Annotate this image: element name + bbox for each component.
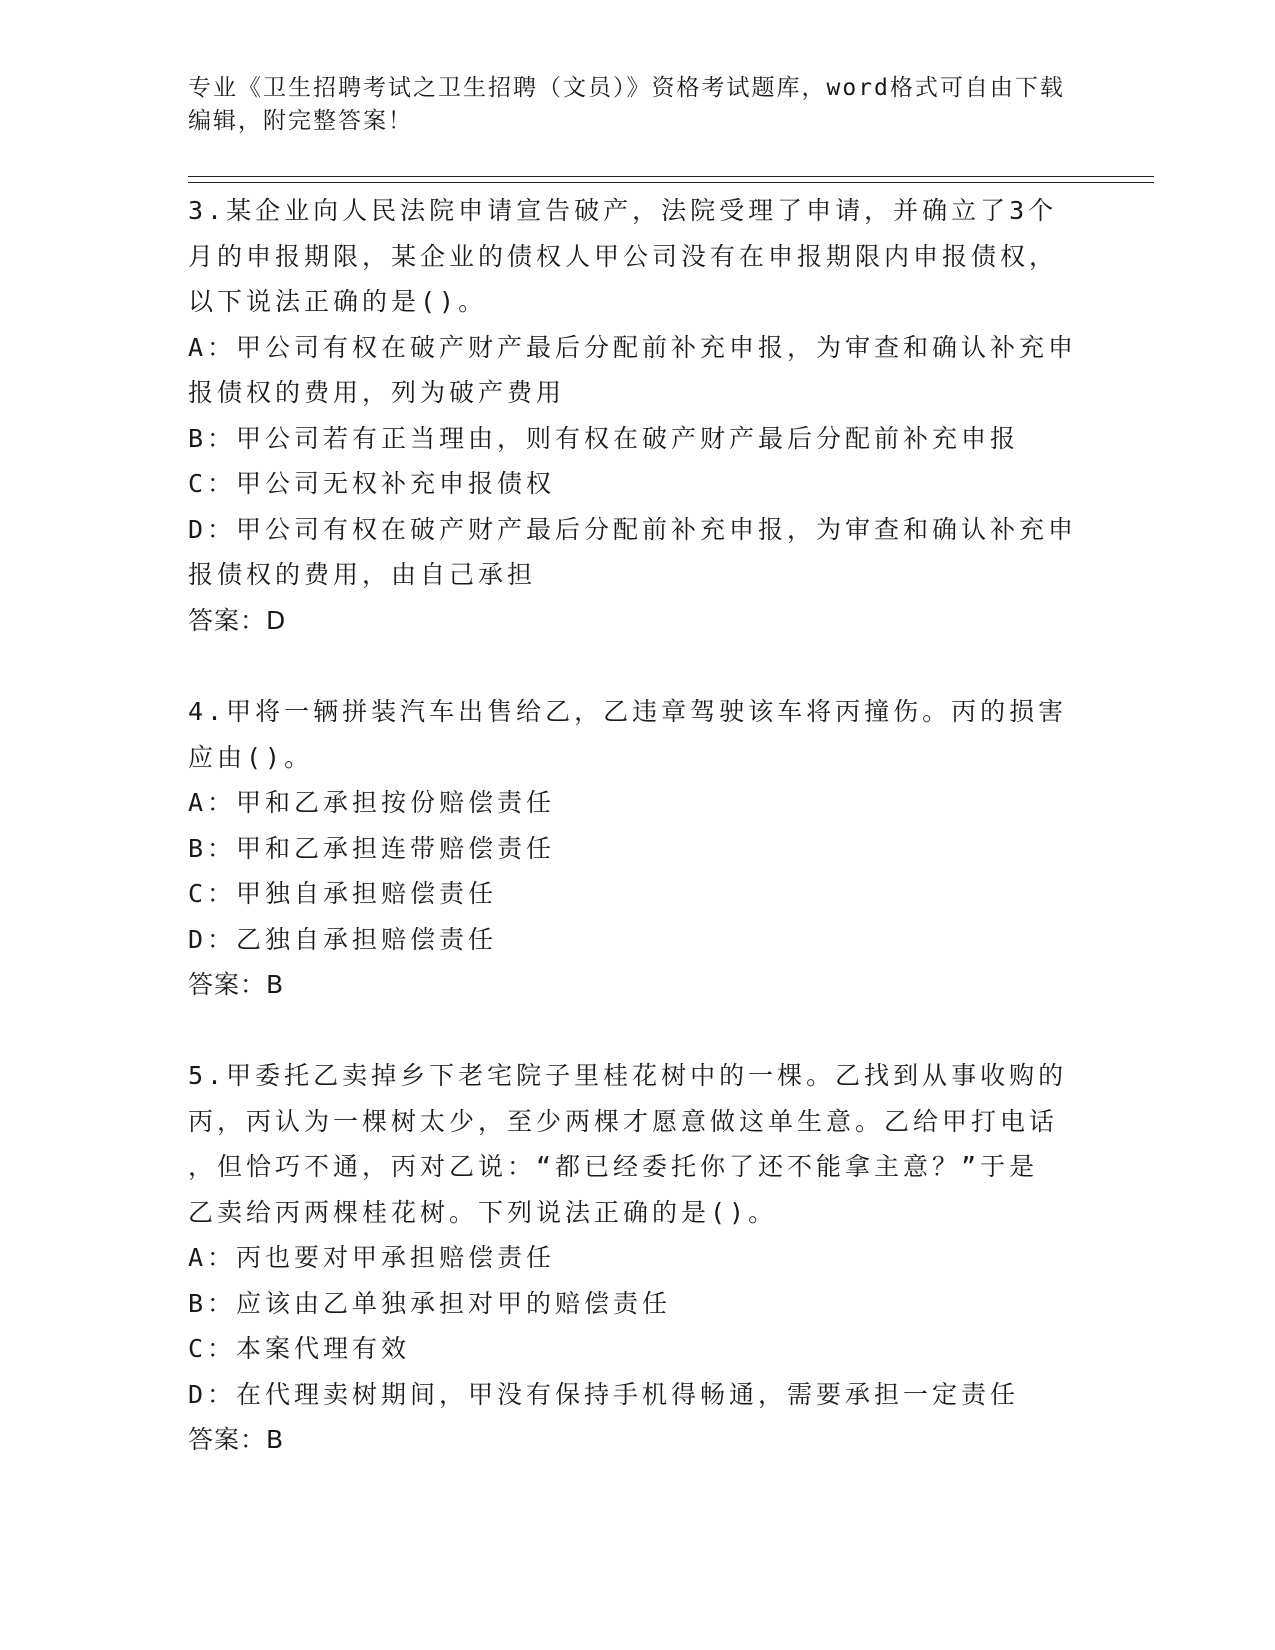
question-stem-line: 4.甲将一辆拼装汽车出售给乙，乙违章驾驶该车将丙撞伤。丙的损害 xyxy=(188,697,1068,726)
option-b-line: B：甲和乙承担连带赔偿责任 xyxy=(188,833,556,863)
option-a-line: 报债权的费用，列为破产费用 xyxy=(188,378,566,407)
question-5 xyxy=(188,1053,1088,1463)
option-a-line: A：丙也要对甲承担赔偿责任 xyxy=(188,1243,556,1272)
answer: 答案：B xyxy=(188,970,285,999)
answer: 答案：B xyxy=(188,1425,285,1454)
question-stem-line: 5.甲委托乙卖掉乡下老宅院子里桂花树中的一棵。乙找到从事收购的 xyxy=(188,1061,1068,1090)
option-b-line: B：应该由乙单独承担对甲的赔偿责任 xyxy=(188,1288,672,1318)
answer: 答案：D xyxy=(188,605,287,635)
question-4 xyxy=(188,689,1088,1008)
option-a-line: A：甲和乙承担按份赔偿责任 xyxy=(188,788,556,817)
question-stem-line: 以下说法正确的是()。 xyxy=(188,287,488,316)
option-c-line: C：甲独自承担赔偿责任 xyxy=(188,879,498,908)
option-a-line: A：甲公司有权在破产财产最后分配前补充申报，为审查和确认补充申 xyxy=(188,332,1078,362)
option-c-line: C：本案代理有效 xyxy=(188,1334,411,1363)
question-stem-line: 乙卖给丙两棵桂花树。下列说法正确的是()。 xyxy=(188,1197,778,1227)
option-c-line: C：甲公司无权补充申报债权 xyxy=(188,469,556,498)
header-line-1: 专业《卫生招聘考试之卫生招聘（文员）》资格考试题库，word格式可自由下载 xyxy=(188,75,1065,101)
question-stem-line: 3.某企业向人民法院申请宣告破产，法院受理了申请，并确立了3个 xyxy=(188,196,1058,225)
header-divider-top xyxy=(188,176,1154,177)
question-stem-line: 丙，丙认为一棵树太少，至少两棵才愿意做这单生意。乙给甲打电话 xyxy=(188,1106,1059,1136)
question-stem-line: 月的申报期限，某企业的债权人甲公司没有在申报期限内申报债权， xyxy=(188,241,1059,271)
option-d-line: D：在代理卖树期间，甲没有保持手机得畅通，需要承担一定责任 xyxy=(188,1379,1020,1409)
option-d-line: D：甲公司有权在破产财产最后分配前补充申报，为审查和确认补充申 xyxy=(188,514,1078,544)
document-header xyxy=(188,72,1088,138)
question-stem-line: ，但恰巧不通，丙对乙说：“都已经委托你了还不能拿主意？”于是 xyxy=(188,1152,1039,1181)
question-3 xyxy=(188,188,1088,643)
option-d-line: D：乙独自承担赔偿责任 xyxy=(188,924,498,954)
header-line-2: 编辑，附完整答案！ xyxy=(188,108,413,134)
question-stem-line: 应由()。 xyxy=(188,742,314,772)
option-b-line: B：甲公司若有正当理由，则有权在破产财产最后分配前补充申报 xyxy=(188,423,1020,453)
option-d-line: 报债权的费用，由自己承担 xyxy=(188,560,537,589)
header-divider-bottom xyxy=(188,182,1154,183)
